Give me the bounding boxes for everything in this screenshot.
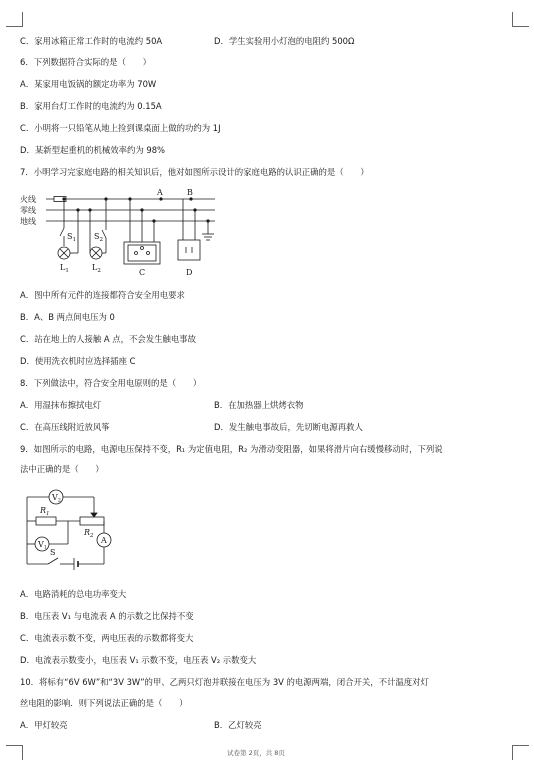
option-9d: D．电流表示数变小，电压表 V₁ 示数不变，电压表 V₂ 示数变大 — [20, 655, 257, 665]
option-7c: C．站在地上的人接触 A 点，不会发生触电事故 — [20, 334, 197, 344]
option-10a: A．甲灯较亮 — [20, 720, 68, 730]
question-9-line2: 法中正确的是（ ） — [20, 464, 104, 474]
option-5c: C．家用冰箱正常工作时的电流约 50A — [20, 36, 163, 46]
option-10b: B．乙灯较亮 — [214, 720, 262, 730]
option-9a: A．电路消耗的总电功率变大 — [20, 589, 127, 599]
socket-c-label: C — [139, 268, 146, 277]
question-6: 6．下列数据符合实际的是（ ） — [20, 57, 151, 67]
option-9c: C．电流表示数不变，两电压表的示数都将变大 — [20, 633, 194, 643]
option-7d: D．使用洗衣机时应选择插座 C — [20, 356, 136, 366]
question-7: 7．小明学习完家庭电路的相关知识后，他对如图所示设计的家庭电路的认识正确的是（ ） — [20, 167, 369, 177]
option-7a: A．图中所有元件的连接都符合安全用电要求 — [20, 290, 185, 300]
voltmeter-v1-label: V1 — [38, 540, 47, 551]
socket-d-label: D — [186, 268, 193, 277]
neutral-line-label: 零线 — [20, 206, 36, 215]
option-5d: D．学生实验用小灯泡的电阻约 500Ω — [214, 36, 355, 46]
resistor-r2-label: $R_2$ — [84, 528, 94, 539]
page-footer: 试卷第 2页，共 8页 — [227, 749, 285, 757]
question-10-line1: 10．将标有“6V 6W”和“3V 3W”的甲、乙两只灯泡并联接在电压为 3V 的电源两端，闭合开关，不计温度对灯 — [20, 677, 429, 687]
option-8d: D．发生触电事故后，先切断电源再救人 — [214, 422, 363, 432]
resistor-r1-label: $R_1$ — [40, 506, 50, 517]
series-circuit-figure — [22, 488, 122, 570]
point-b-label: B — [187, 188, 193, 197]
lamp-l2-label: $L_2$ — [92, 263, 101, 274]
fire-line-label: 火线 — [20, 195, 36, 204]
point-a-label: A — [157, 188, 163, 197]
question-9-line1: 9．如图所示的电路，电源电压保持不变，R₁ 为定值电阻，R₂ 为滑动变阻器，如果将滑片向右缓慢移动时，下列说 — [20, 444, 443, 454]
household-circuit-figure — [20, 188, 220, 280]
corner-mark-top-right — [512, 12, 529, 27]
question-10-line2: 丝电阻的影响．则下列说法正确的是（ ） — [20, 698, 188, 708]
option-6a: A．某家用电饭锅的额定功率为 70W — [20, 79, 157, 89]
option-9b: B．电压表 V₁ 与电流表 A 的示数之比保持不变 — [20, 611, 194, 621]
option-8a: A．用湿抹布擦拭电灯 — [20, 400, 102, 410]
option-6c: C．小明将一只铅笔从地上捡到课桌面上做的功约为 1J — [20, 123, 221, 133]
option-6d: D．某新型起重机的机械效率约为 98% — [20, 145, 165, 155]
question-8: 8．下列做法中，符合安全用电原则的是（ ） — [20, 378, 202, 388]
corner-mark-bottom-left — [6, 745, 23, 760]
switch-s2-label: $S_2$ — [94, 232, 103, 243]
ammeter-label: A — [101, 536, 107, 545]
corner-mark-top-left — [6, 12, 23, 27]
option-6b: B．家用台灯工作时的电流约为 0.15A — [20, 101, 162, 111]
corner-mark-bottom-right — [512, 745, 529, 760]
lamp-l1-label: $L_1$ — [60, 263, 69, 274]
voltmeter-v2-label: V2 — [52, 493, 61, 504]
option-8b: B．在加热器上烘烤衣物 — [214, 400, 304, 410]
switch-s1-label: $S_1$ — [67, 232, 76, 243]
ground-line-label: 地线 — [20, 217, 36, 226]
switch-s-label: S — [50, 548, 56, 557]
option-7b: B．A、B 两点间电压为 0 — [20, 312, 115, 322]
option-8c: C．在高压线附近放风筝 — [20, 422, 110, 432]
